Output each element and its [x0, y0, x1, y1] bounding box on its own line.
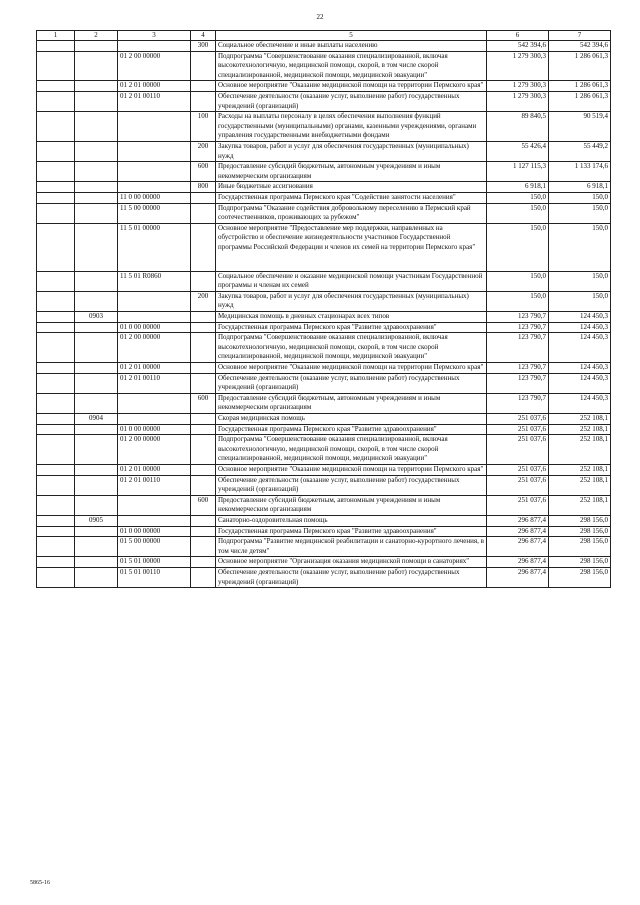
- table-row: [37, 192, 611, 203]
- description-cell: Закупка товаров, работ и услуг для обеспечения государственных (муниципальных) нужд: [216, 141, 487, 161]
- table-row: [37, 162, 611, 182]
- expense-type-cell: [191, 464, 216, 475]
- description-cell: Основное мероприятие "Предоставление мер поддержки, направленных на обустройство и обеспечение жизнедеятельности участников Государственной программы Российской Федерации и членов их семей на территории Пермского края": [216, 223, 487, 271]
- amount-col7-cell: 252 108,1: [549, 464, 611, 475]
- target-article-cell: 01 2 00 00000: [118, 333, 191, 363]
- expense-type-cell: [191, 322, 216, 333]
- target-article-cell: [118, 414, 191, 425]
- table-row: [37, 414, 611, 425]
- amount-col7-cell: 298 156,0: [549, 526, 611, 537]
- subsection-cell: [75, 112, 118, 142]
- amount-col6-cell: 6 918,1: [487, 182, 549, 193]
- subsection-cell: [75, 557, 118, 568]
- section-cell: [37, 112, 75, 142]
- target-article-cell: 01 0 00 00000: [118, 424, 191, 435]
- amount-col6-cell: 150,0: [487, 223, 549, 271]
- section-cell: [37, 203, 75, 223]
- section-cell: [37, 162, 75, 182]
- subsection-cell: [75, 567, 118, 587]
- expense-type-cell: [191, 192, 216, 203]
- amount-col7-cell: 124 450,3: [549, 393, 611, 413]
- table-row: [37, 567, 611, 587]
- subsection-cell: [75, 182, 118, 193]
- target-article-cell: [118, 515, 191, 526]
- description-cell: Подпрограмма "Совершенствование оказания специализированной, включая высокотехнологичную, медицинской помощи, скорой, в том числе скорой специализированной, медицинской помощи, медицинской эвакуации": [216, 435, 487, 465]
- subsection-cell: [75, 223, 118, 271]
- expense-type-cell: [191, 91, 216, 111]
- table-body: [37, 41, 611, 588]
- table-row: [37, 141, 611, 161]
- expense-type-cell: [191, 414, 216, 425]
- subsection-cell: [75, 192, 118, 203]
- target-article-cell: [118, 291, 191, 311]
- table-row: [37, 112, 611, 142]
- target-article-cell: [118, 312, 191, 323]
- expense-type-cell: [191, 51, 216, 81]
- target-article-cell: [118, 112, 191, 142]
- subsection-cell: [75, 291, 118, 311]
- amount-col6-cell: 123 790,7: [487, 363, 549, 374]
- description-cell: Обеспечение деятельности (оказание услуг, выполнение работ) государственных учреждений (организаций): [216, 373, 487, 393]
- amount-col7-cell: 1 286 061,3: [549, 81, 611, 92]
- section-cell: [37, 464, 75, 475]
- expense-type-cell: 300: [191, 41, 216, 52]
- amount-col7-cell: 252 108,1: [549, 435, 611, 465]
- amount-col6-cell: 55 426,4: [487, 141, 549, 161]
- expense-type-cell: [191, 363, 216, 374]
- subsection-cell: [75, 373, 118, 393]
- subsection-cell: [75, 363, 118, 374]
- description-cell: Государственная программа Пермского края "Содействие занятости населения": [216, 192, 487, 203]
- amount-col7-cell: 124 450,3: [549, 322, 611, 333]
- subsection-cell: [75, 141, 118, 161]
- subsection-cell: [75, 393, 118, 413]
- expense-type-cell: 200: [191, 291, 216, 311]
- target-article-cell: [118, 162, 191, 182]
- table-row: [37, 495, 611, 515]
- subsection-cell: 0904: [75, 414, 118, 425]
- target-article-cell: 01 2 01 00110: [118, 373, 191, 393]
- subsection-cell: 0905: [75, 515, 118, 526]
- section-cell: [37, 182, 75, 193]
- section-cell: [37, 526, 75, 537]
- description-cell: Обеспечение деятельности (оказание услуг, выполнение работ) государственных учреждений (организаций): [216, 475, 487, 495]
- description-cell: Обеспечение деятельности (оказание услуг, выполнение работ) государственных учреждений (организаций): [216, 567, 487, 587]
- description-cell: Санаторно-оздоровительная помощь: [216, 515, 487, 526]
- expense-type-cell: [191, 526, 216, 537]
- subsection-cell: [75, 495, 118, 515]
- subsection-cell: [75, 333, 118, 363]
- section-cell: [37, 537, 75, 557]
- table-row: [37, 363, 611, 374]
- table-row: [37, 182, 611, 193]
- expense-type-cell: [191, 435, 216, 465]
- amount-col6-cell: 123 790,7: [487, 373, 549, 393]
- subsection-cell: [75, 322, 118, 333]
- amount-col7-cell: 298 156,0: [549, 515, 611, 526]
- table-row: [37, 223, 611, 271]
- description-cell: Подпрограмма "Совершенствование оказания специализированной, включая высокотехнологичную, медицинской помощи, скорой, в том числе скорой специализированной, медицинской помощи, медицинской эвакуации": [216, 333, 487, 363]
- expense-type-cell: 100: [191, 112, 216, 142]
- column-header: 3: [118, 31, 191, 41]
- amount-col7-cell: 252 108,1: [549, 475, 611, 495]
- amount-col6-cell: 150,0: [487, 271, 549, 291]
- subsection-cell: [75, 51, 118, 81]
- amount-col6-cell: 123 790,7: [487, 322, 549, 333]
- amount-col7-cell: 252 108,1: [549, 495, 611, 515]
- expense-type-cell: [191, 567, 216, 587]
- amount-col6-cell: 251 037,6: [487, 475, 549, 495]
- target-article-cell: [118, 41, 191, 52]
- subsection-cell: [75, 475, 118, 495]
- amount-col7-cell: 252 108,1: [549, 424, 611, 435]
- description-cell: Социальное обеспечение и оказание медицинской помощи участникам Государственной программы и членам их семей: [216, 271, 487, 291]
- section-cell: [37, 322, 75, 333]
- description-cell: Подпрограмма "Развитие медицинской реабилитации и санаторно-курортного лечения, в том числе детям": [216, 537, 487, 557]
- amount-col6-cell: 150,0: [487, 291, 549, 311]
- amount-col6-cell: 150,0: [487, 203, 549, 223]
- table-row: [37, 203, 611, 223]
- section-cell: [37, 495, 75, 515]
- expense-type-cell: 600: [191, 162, 216, 182]
- amount-col6-cell: 296 877,4: [487, 526, 549, 537]
- expense-type-cell: [191, 312, 216, 323]
- subsection-cell: [75, 526, 118, 537]
- section-cell: [37, 557, 75, 568]
- amount-col7-cell: 90 519,4: [549, 112, 611, 142]
- expense-type-cell: [191, 515, 216, 526]
- description-cell: Медицинская помощь в дневных стационарах всех типов: [216, 312, 487, 323]
- subsection-cell: [75, 435, 118, 465]
- subsection-cell: [75, 41, 118, 52]
- table-row: [37, 91, 611, 111]
- section-cell: [37, 223, 75, 271]
- column-header: 4: [191, 31, 216, 41]
- table-row: [37, 271, 611, 291]
- section-cell: [37, 81, 75, 92]
- amount-col7-cell: 1 286 061,3: [549, 91, 611, 111]
- table-row: [37, 322, 611, 333]
- amount-col7-cell: 150,0: [549, 291, 611, 311]
- expense-type-cell: [191, 475, 216, 495]
- description-cell: Предоставление субсидий бюджетным, автономным учреждениям и иным некоммерческим организациям: [216, 162, 487, 182]
- table-row: [37, 312, 611, 323]
- section-cell: [37, 475, 75, 495]
- page-number: 22: [316, 13, 324, 21]
- section-cell: [37, 515, 75, 526]
- table-row: [37, 41, 611, 52]
- expense-type-cell: 600: [191, 495, 216, 515]
- amount-col6-cell: 296 877,4: [487, 567, 549, 587]
- description-cell: Предоставление субсидий бюджетным, автономным учреждениям и иным некоммерческим организациям: [216, 393, 487, 413]
- amount-col7-cell: 298 156,0: [549, 537, 611, 557]
- expense-type-cell: [191, 223, 216, 271]
- column-header: 7: [549, 31, 611, 41]
- amount-col6-cell: 123 790,7: [487, 333, 549, 363]
- expense-type-cell: [191, 373, 216, 393]
- amount-col6-cell: 296 877,4: [487, 537, 549, 557]
- amount-col6-cell: 1 127 115,3: [487, 162, 549, 182]
- section-cell: [37, 192, 75, 203]
- section-cell: [37, 51, 75, 81]
- amount-col6-cell: 296 877,4: [487, 515, 549, 526]
- target-article-cell: 01 2 00 00000: [118, 435, 191, 465]
- header-row: [37, 31, 611, 41]
- table-row: [37, 373, 611, 393]
- description-cell: Закупка товаров, работ и услуг для обеспечения государственных (муниципальных) нужд: [216, 291, 487, 311]
- table-row: [37, 475, 611, 495]
- description-cell: Скорая медицинская помощь: [216, 414, 487, 425]
- section-cell: [37, 291, 75, 311]
- column-header: 1: [37, 31, 75, 41]
- subsection-cell: [75, 81, 118, 92]
- subsection-cell: [75, 464, 118, 475]
- description-cell: Расходы на выплаты персоналу в целях обеспечения выполнения функций государственными (муниципальными) органами, казенными учреждениями, органами управления государственными внебюджетными фондами: [216, 112, 487, 142]
- table-row: [37, 464, 611, 475]
- amount-col7-cell: 124 450,3: [549, 363, 611, 374]
- amount-col6-cell: 251 037,6: [487, 424, 549, 435]
- target-article-cell: 01 2 01 00000: [118, 363, 191, 374]
- amount-col7-cell: 124 450,3: [549, 373, 611, 393]
- section-cell: [37, 271, 75, 291]
- subsection-cell: [75, 271, 118, 291]
- description-cell: Основное мероприятие "Оказание медицинской помощи на территории Пермского края": [216, 363, 487, 374]
- amount-col7-cell: 124 450,3: [549, 312, 611, 323]
- amount-col6-cell: 1 279 300,3: [487, 51, 549, 81]
- amount-col6-cell: 251 037,6: [487, 495, 549, 515]
- description-cell: Подпрограмма "Оказание содействия добровольному переселению в Пермский край соотечественников, проживающих за рубежом": [216, 203, 487, 223]
- column-header: 5: [216, 31, 487, 41]
- table-row: [37, 537, 611, 557]
- section-cell: [37, 41, 75, 52]
- target-article-cell: 01 2 01 00110: [118, 91, 191, 111]
- amount-col6-cell: 150,0: [487, 192, 549, 203]
- amount-col6-cell: 296 877,4: [487, 557, 549, 568]
- table-row: [37, 291, 611, 311]
- description-cell: Иные бюджетные ассигнования: [216, 182, 487, 193]
- table-row: [37, 393, 611, 413]
- target-article-cell: [118, 495, 191, 515]
- section-cell: [37, 312, 75, 323]
- target-article-cell: 11 5 01 00000: [118, 223, 191, 271]
- target-article-cell: 11 0 00 00000: [118, 192, 191, 203]
- amount-col7-cell: 298 156,0: [549, 557, 611, 568]
- expense-type-cell: [191, 271, 216, 291]
- subsection-cell: [75, 424, 118, 435]
- target-article-cell: 01 2 01 00000: [118, 464, 191, 475]
- section-cell: [37, 373, 75, 393]
- section-cell: [37, 435, 75, 465]
- amount-col6-cell: 1 279 300,3: [487, 81, 549, 92]
- amount-col7-cell: 6 918,1: [549, 182, 611, 193]
- target-article-cell: [118, 141, 191, 161]
- amount-col6-cell: 123 790,7: [487, 393, 549, 413]
- amount-col7-cell: 150,0: [549, 271, 611, 291]
- description-cell: Государственная программа Пермского края "Развитие здравоохранения": [216, 424, 487, 435]
- amount-col7-cell: 55 449,2: [549, 141, 611, 161]
- subsection-cell: [75, 537, 118, 557]
- expense-type-cell: [191, 537, 216, 557]
- amount-col6-cell: 251 037,6: [487, 414, 549, 425]
- description-cell: Социальное обеспечение и иные выплаты населению: [216, 41, 487, 52]
- amount-col7-cell: 298 156,0: [549, 567, 611, 587]
- table-row: [37, 526, 611, 537]
- section-cell: [37, 363, 75, 374]
- table-row: [37, 333, 611, 363]
- subsection-cell: [75, 162, 118, 182]
- footer-code: 5865-16: [30, 880, 50, 886]
- expense-type-cell: 800: [191, 182, 216, 193]
- amount-col7-cell: 1 286 061,3: [549, 51, 611, 81]
- section-cell: [37, 91, 75, 111]
- target-article-cell: 01 5 00 00000: [118, 537, 191, 557]
- target-article-cell: 01 5 01 00110: [118, 567, 191, 587]
- amount-col6-cell: 251 037,6: [487, 464, 549, 475]
- target-article-cell: 01 2 01 00000: [118, 81, 191, 92]
- table-row: [37, 515, 611, 526]
- column-header: 6: [487, 31, 549, 41]
- description-cell: Основное мероприятие "Оказание медицинской помощи на территории Пермского края": [216, 81, 487, 92]
- expense-type-cell: [191, 557, 216, 568]
- target-article-cell: 01 0 00 00000: [118, 322, 191, 333]
- table-row: [37, 557, 611, 568]
- description-cell: Основное мероприятие "Организация оказания медицинской помощи в санаториях": [216, 557, 487, 568]
- target-article-cell: [118, 182, 191, 193]
- description-cell: Государственная программа Пермского края "Развитие здравоохранения": [216, 526, 487, 537]
- target-article-cell: 01 0 00 00000: [118, 526, 191, 537]
- table-row: [37, 424, 611, 435]
- expense-type-cell: [191, 81, 216, 92]
- section-cell: [37, 424, 75, 435]
- table-row: [37, 51, 611, 81]
- amount-col6-cell: 251 037,6: [487, 435, 549, 465]
- amount-col7-cell: 124 450,3: [549, 333, 611, 363]
- section-cell: [37, 141, 75, 161]
- expense-type-cell: [191, 333, 216, 363]
- description-cell: Основное мероприятие "Оказание медицинской помощи на территории Пермского края": [216, 464, 487, 475]
- amount-col7-cell: 542 394,6: [549, 41, 611, 52]
- budget-table: [36, 30, 611, 588]
- amount-col7-cell: 150,0: [549, 203, 611, 223]
- section-cell: [37, 567, 75, 587]
- section-cell: [37, 393, 75, 413]
- target-article-cell: 01 5 01 00000: [118, 557, 191, 568]
- amount-col6-cell: 89 840,5: [487, 112, 549, 142]
- subsection-cell: 0903: [75, 312, 118, 323]
- subsection-cell: [75, 203, 118, 223]
- expense-type-cell: 200: [191, 141, 216, 161]
- section-cell: [37, 414, 75, 425]
- description-cell: Подпрограмма "Совершенствование оказания специализированной, включая высокотехнологичную, медицинской помощи, скорой, в том числе скорой специализированной, медицинской помощи, медицинской эвакуации": [216, 51, 487, 81]
- amount-col6-cell: 542 394,6: [487, 41, 549, 52]
- expense-type-cell: [191, 203, 216, 223]
- amount-col6-cell: 1 279 300,3: [487, 91, 549, 111]
- amount-col7-cell: 150,0: [549, 192, 611, 203]
- subsection-cell: [75, 91, 118, 111]
- amount-col7-cell: 150,0: [549, 223, 611, 271]
- target-article-cell: 11 5 00 00000: [118, 203, 191, 223]
- section-cell: [37, 333, 75, 363]
- target-article-cell: 11 5 01 R0860: [118, 271, 191, 291]
- column-header: 2: [75, 31, 118, 41]
- description-cell: Государственная программа Пермского края "Развитие здравоохранения": [216, 322, 487, 333]
- target-article-cell: 01 2 01 00110: [118, 475, 191, 495]
- target-article-cell: 01 2 00 00000: [118, 51, 191, 81]
- description-cell: Обеспечение деятельности (оказание услуг, выполнение работ) государственных учреждений (организаций): [216, 91, 487, 111]
- table-row: [37, 81, 611, 92]
- table-row: [37, 435, 611, 465]
- expense-type-cell: 600: [191, 393, 216, 413]
- amount-col7-cell: 1 133 174,6: [549, 162, 611, 182]
- amount-col6-cell: 123 790,7: [487, 312, 549, 323]
- amount-col7-cell: 252 108,1: [549, 414, 611, 425]
- target-article-cell: [118, 393, 191, 413]
- description-cell: Предоставление субсидий бюджетным, автономным учреждениям и иным некоммерческим организациям: [216, 495, 487, 515]
- expense-type-cell: [191, 424, 216, 435]
